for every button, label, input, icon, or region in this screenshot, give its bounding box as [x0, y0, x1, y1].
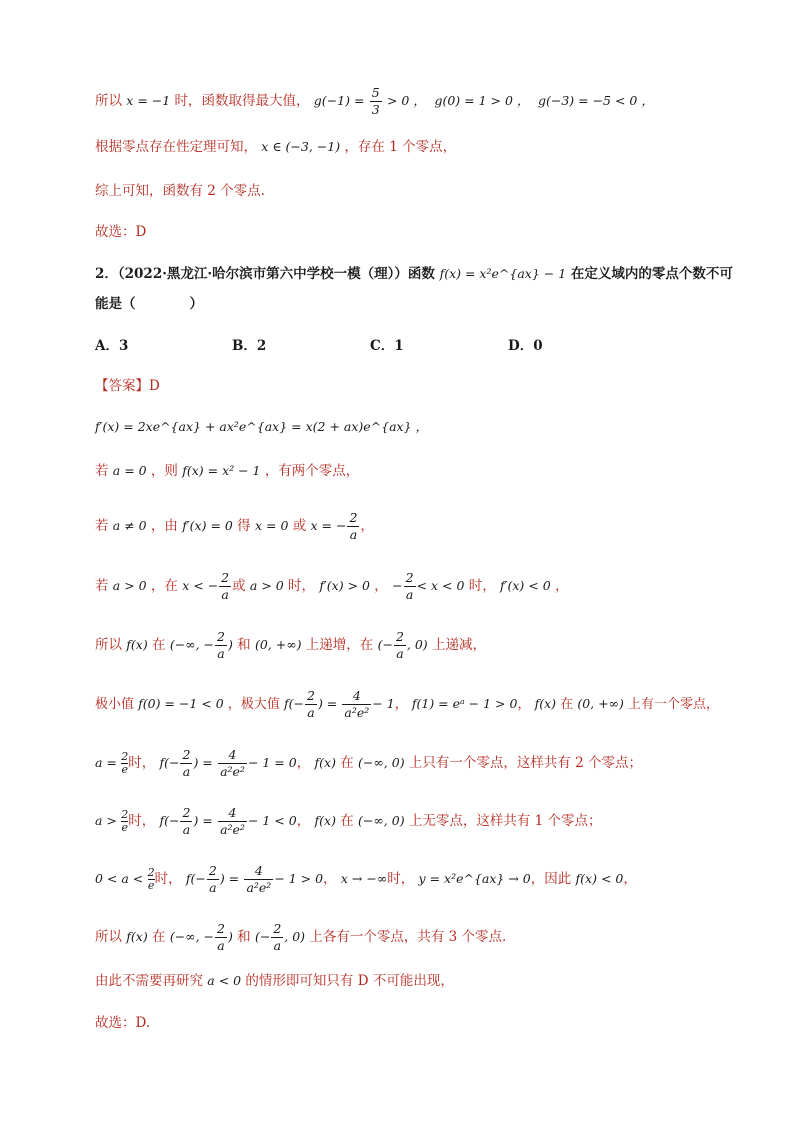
- math-expr: ) =: [219, 871, 240, 886]
- numerator: 2: [121, 808, 129, 821]
- math-expr: a = 0: [112, 463, 147, 478]
- fraction: [404, 570, 416, 603]
- math-expr: f(x): [126, 929, 148, 944]
- denominator: a: [349, 527, 358, 542]
- math-expr: f(x) < 0: [575, 871, 624, 886]
- text: 若: [95, 578, 109, 594]
- math-expr: − 1 > 0: [274, 871, 324, 886]
- math-expr: a > 0: [112, 578, 147, 593]
- text: 上有一个零点，: [628, 697, 720, 712]
- text: ，: [296, 755, 311, 771]
- denominator: a²e²: [220, 822, 245, 837]
- text: 由此不需要再研究: [95, 973, 203, 989]
- math-expr: − 1: [372, 696, 395, 711]
- text: 时，函数取得最大值，: [174, 93, 310, 109]
- math-expr: a ≠ 0: [112, 518, 147, 533]
- text: ，: [374, 578, 388, 594]
- math-expr: ) =: [193, 755, 213, 770]
- text: 时，: [468, 578, 496, 594]
- denominator: a: [182, 764, 191, 779]
- solution-derivative: [95, 417, 734, 437]
- math-expr: f(−: [159, 813, 180, 828]
- fraction: [394, 629, 406, 662]
- math-expr: (0, +∞): [577, 696, 624, 711]
- numerator: 2: [405, 570, 414, 585]
- math-expr: f′(x) = 0: [182, 518, 233, 533]
- denominator: a: [221, 587, 229, 602]
- math-expr: (−: [254, 929, 271, 944]
- math-expr: ): [227, 929, 233, 944]
- text: 若: [95, 463, 109, 479]
- text: 所以: [95, 93, 122, 109]
- text: 综上可知，函数有 2 个零点.: [95, 183, 265, 199]
- math-expr: f(−: [185, 871, 206, 886]
- numerator: 2: [273, 921, 282, 936]
- fraction: [244, 863, 273, 896]
- text: 上只有一个零点，这样共有 2 个零点；: [408, 755, 643, 771]
- math-expr: < x < 0: [416, 578, 465, 593]
- math-expr: a < 0: [207, 973, 242, 988]
- fraction: [218, 747, 247, 780]
- text: 时，: [128, 813, 156, 829]
- denominator: a²e²: [344, 705, 370, 720]
- math-expr: x → −∞: [340, 871, 388, 886]
- fraction: [219, 570, 231, 603]
- option-d: D．0: [508, 338, 543, 354]
- denominator: e: [121, 763, 128, 776]
- math-expr: (−: [377, 637, 393, 652]
- text: 【答案】D: [95, 378, 160, 394]
- numerator: 4: [218, 747, 247, 764]
- solution-case-a-gt-2e: [95, 805, 734, 838]
- text: 的情形即可知只有 D 不可能出现，: [245, 973, 454, 989]
- numerator: 2: [147, 866, 155, 879]
- numerator: 2: [182, 805, 191, 820]
- fraction: [207, 863, 219, 896]
- text: ，: [623, 871, 637, 887]
- numerator: 2: [395, 629, 404, 644]
- numerator: 2: [307, 688, 315, 703]
- option-a: A．3: [95, 338, 129, 354]
- numerator: 2: [221, 570, 230, 585]
- text: 或: [232, 578, 246, 594]
- math-expr: (−∞, −: [169, 637, 215, 652]
- denominator: a: [182, 822, 191, 837]
- math-expr: x = 0: [254, 518, 289, 533]
- text: 在: [560, 697, 574, 712]
- math-expr: g(−1) =: [313, 93, 365, 108]
- text: 时，: [128, 755, 156, 771]
- text: 在定义域内的零点个数不可: [570, 266, 733, 282]
- numerator: 2: [217, 921, 225, 936]
- math-expr: ) =: [193, 813, 213, 828]
- text: ，: [323, 871, 337, 887]
- text: 所以: [95, 929, 122, 945]
- denominator: a: [396, 646, 404, 661]
- text: 和: [237, 637, 251, 653]
- fraction: [180, 805, 192, 838]
- math-expr: f′(x) = 2xe^{ax} + ax²e^{ax} = x(2 + ax)e^{ax} ，: [95, 419, 429, 434]
- question-2-stem: [95, 264, 734, 284]
- math-expr: f(x): [534, 696, 557, 711]
- text: 或: [292, 518, 307, 534]
- solution-line-max-value: [95, 85, 734, 118]
- fraction: [342, 688, 371, 721]
- text: ，在: [150, 578, 178, 594]
- option-c: C．1: [370, 338, 404, 354]
- text: ，: [554, 578, 569, 594]
- fraction: [271, 921, 283, 954]
- denominator: a: [273, 938, 282, 953]
- solution-case-a-nonzero: [95, 510, 734, 543]
- denominator: a: [307, 705, 315, 720]
- denominator: e: [147, 879, 155, 892]
- text: ，: [296, 813, 311, 829]
- solution-final-choice: [95, 1013, 734, 1033]
- solution-line-zero-theorem: [95, 137, 734, 157]
- numerator: 2: [121, 750, 129, 763]
- math-expr: − 1 < 0: [247, 813, 297, 828]
- question-2-stem-cont: [95, 294, 734, 314]
- math-expr: (0, +∞): [254, 637, 302, 652]
- solution-line-conclusion: [95, 181, 734, 201]
- solution-case-a-positive: [95, 570, 734, 603]
- text: 故选：D: [95, 224, 147, 240]
- math-expr: f(x): [126, 637, 148, 652]
- math-expr: (−∞, −: [169, 929, 215, 944]
- text: 上无零点，这样共有 1 个零点；: [408, 813, 602, 829]
- math-expr: x < −: [182, 578, 219, 593]
- text: 在: [152, 637, 166, 653]
- math-expr: f(x) = x² − 1: [182, 463, 261, 478]
- text: ，极大值: [227, 697, 280, 712]
- math-expr: f(x) = x²e^{ax} − 1: [439, 266, 567, 281]
- solution-case-a-zero: [95, 461, 734, 481]
- numerator: 2: [182, 747, 191, 762]
- math-expr: > 0 ，: [386, 93, 426, 108]
- math-expr: 0 < a <: [95, 871, 144, 886]
- math-expr: x = −1: [126, 93, 171, 108]
- solution-case-a-lt-2e: [95, 863, 734, 896]
- text: ，由: [150, 518, 178, 534]
- fraction: [305, 688, 317, 721]
- math-expr: g(−3) = −5 < 0 ，: [537, 93, 654, 108]
- fraction: [370, 85, 382, 118]
- math-expr: f′(x) > 0: [319, 578, 370, 593]
- text: ，有两个零点，: [264, 463, 360, 479]
- math-expr: , 0): [284, 929, 306, 944]
- numerator: 5: [371, 85, 380, 100]
- math-expr: , 0): [406, 637, 428, 652]
- math-expr: ): [227, 637, 233, 652]
- math-expr: f(−: [284, 696, 304, 711]
- math-expr: x ∈ (−3, −1): [261, 139, 341, 154]
- math-expr: a >: [95, 813, 117, 828]
- fraction: [148, 867, 155, 892]
- denominator: a: [217, 646, 225, 661]
- numerator: 2: [349, 510, 358, 525]
- numerator: 4: [342, 688, 371, 705]
- answer-label: [95, 376, 734, 396]
- math-expr: y = x²e^{ax} → 0: [418, 871, 531, 886]
- text: 能是（ ）: [95, 296, 203, 312]
- text: 极小值: [95, 697, 135, 712]
- fraction: [215, 921, 227, 954]
- math-expr: −: [392, 578, 403, 593]
- fraction: [215, 629, 227, 662]
- solution-extrema: [95, 688, 734, 721]
- text: 得: [237, 518, 251, 534]
- numerator: 2: [217, 629, 225, 644]
- text: ，则: [150, 463, 178, 479]
- denominator: a: [217, 938, 225, 953]
- fraction: [218, 805, 247, 838]
- text: 时，: [387, 871, 415, 887]
- text: 和: [237, 929, 251, 945]
- text: 上各有一个零点，共有 3 个零点.: [309, 929, 507, 945]
- numerator: 4: [218, 805, 247, 822]
- text: 在: [340, 755, 354, 771]
- solution-final-reasoning: [95, 971, 734, 991]
- solution-three-zeros: [95, 921, 734, 954]
- math-expr: f(−: [159, 755, 180, 770]
- text: 2．（2022·黑龙江·哈尔滨市第六中学校一模（理））函数: [95, 266, 435, 282]
- text: ，: [517, 697, 531, 712]
- fraction: [180, 747, 192, 780]
- text: ，: [394, 697, 408, 712]
- denominator: a²e²: [246, 880, 272, 895]
- math-expr: (−∞, 0): [358, 813, 405, 828]
- math-expr: − 1 = 0: [247, 755, 297, 770]
- text: 上递减，: [431, 637, 486, 653]
- text: 时，: [154, 871, 182, 887]
- math-expr: x = −: [310, 518, 347, 533]
- math-expr: a > 0: [249, 578, 284, 593]
- math-expr: f′(x) < 0: [500, 578, 551, 593]
- text: 时，: [288, 578, 316, 594]
- solution-case-a-eq-2e: [95, 747, 734, 780]
- math-expr: f(0) = −1 < 0: [138, 696, 224, 711]
- text: 所以: [95, 637, 122, 653]
- solution-line-choice: [95, 222, 734, 242]
- text: 在: [340, 813, 354, 829]
- numerator: 4: [244, 863, 273, 880]
- math-expr: ) =: [317, 696, 338, 711]
- denominator: a: [209, 880, 217, 895]
- math-expr: g(0) = 1 > 0 ，: [434, 93, 530, 108]
- option-b: B．2: [232, 338, 267, 354]
- math-expr: f(x): [314, 813, 336, 828]
- text: 若: [95, 518, 109, 534]
- text: 根据零点存在性定理可知，: [95, 139, 257, 155]
- math-expr: f(x): [314, 755, 336, 770]
- math-expr: f(1) = eᵃ − 1 > 0: [411, 696, 518, 711]
- math-expr: (−∞, 0): [358, 755, 405, 770]
- fraction: [347, 510, 359, 543]
- denominator: a: [405, 587, 414, 602]
- denominator: e: [121, 821, 128, 834]
- solution-monotonicity: [95, 629, 734, 662]
- text: 故选：D.: [95, 1015, 151, 1031]
- text: ，: [360, 518, 374, 534]
- text: 在: [152, 929, 166, 945]
- math-expr: a =: [95, 755, 117, 770]
- text: ，因此: [530, 871, 572, 887]
- denominator: 3: [371, 102, 380, 117]
- text: ，存在 1 个零点，: [344, 139, 457, 155]
- text: 上递增，在: [305, 637, 374, 653]
- denominator: a²e²: [220, 764, 245, 779]
- numerator: 2: [208, 863, 217, 878]
